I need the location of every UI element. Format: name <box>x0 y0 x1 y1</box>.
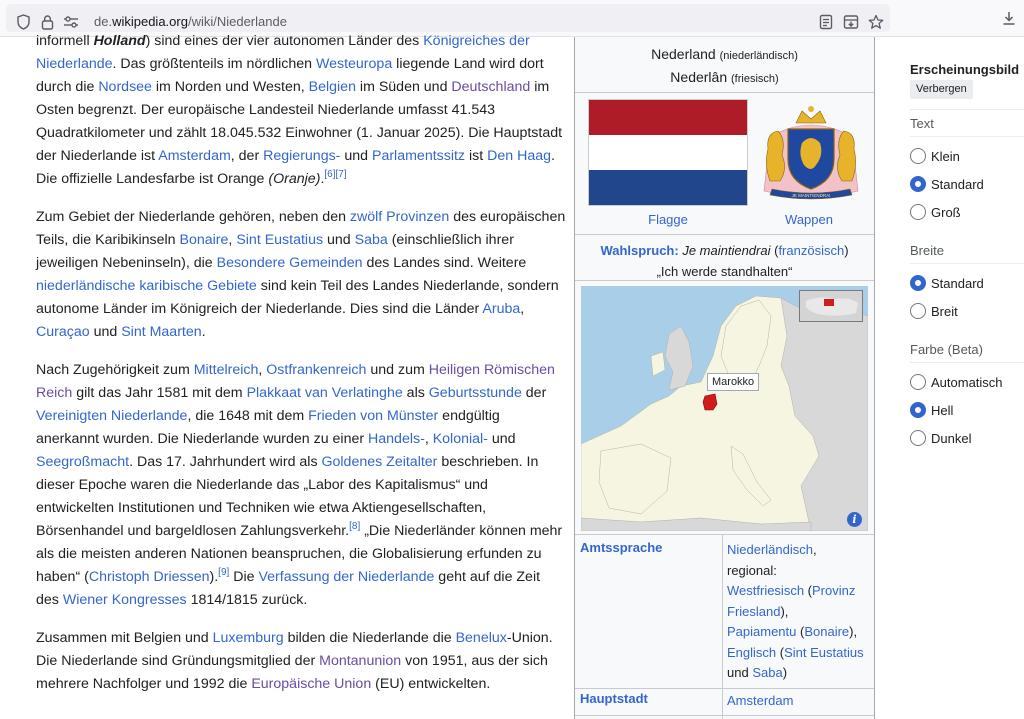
link-provinzen[interactable]: zwölf Provinzen <box>349 209 450 225</box>
link-seegrossmacht[interactable]: Seegroßmacht <box>36 454 130 470</box>
link-aruba[interactable]: Aruba <box>482 301 521 317</box>
text-run: . <box>201 324 206 340</box>
link-sint-eustatius[interactable]: Sint Eustatius <box>784 644 864 660</box>
link-papiamentu[interactable]: Papiamentu <box>727 624 797 639</box>
text-run: und <box>487 431 516 447</box>
link-plakkaat[interactable]: Plakkaat van Verlatinghe <box>246 385 403 401</box>
radio-width-breit[interactable] <box>910 303 1024 321</box>
url-prefix: de. <box>94 14 113 29</box>
footnote-6[interactable]: [6] <box>324 169 336 180</box>
flag-image[interactable] <box>588 99 748 206</box>
flag-stripe-red <box>589 100 747 135</box>
text-run: und zum <box>366 362 429 378</box>
text-run: . Die offizielle Landesfarbe ist Orange <box>36 148 555 187</box>
text-run: (EU) entwickelten. <box>371 676 491 692</box>
text-run: 1814/1815 zurück. <box>186 592 308 608</box>
link-vereinigte-niederlande[interactable]: Vereinigten Niederlande <box>36 408 188 424</box>
text-run: und <box>340 148 372 164</box>
link-goldenes-zeitalter[interactable]: Goldenes Zeitalter <box>321 454 438 470</box>
link-westeuropa[interactable]: Westeuropa <box>315 56 393 72</box>
text-run: , <box>813 542 817 557</box>
link-handelsmacht[interactable]: Handels- <box>368 431 425 447</box>
save-to-pocket-icon[interactable] <box>841 12 861 32</box>
text-run: ( <box>770 243 779 258</box>
link-amsterdam[interactable]: Amsterdam <box>727 693 794 708</box>
infobox <box>574 37 875 719</box>
paragraph-history <box>36 359 566 612</box>
link-bonaire[interactable]: Bonaire <box>804 624 850 639</box>
text-run: bilden die Niederlande die <box>283 630 456 646</box>
arms-scroll-text: JE MAINTIENDRAI <box>791 193 831 198</box>
text-run: ist <box>465 148 488 164</box>
hide-button[interactable]: Verbergen <box>910 80 973 99</box>
link-regierungssitz[interactable]: Regierungs- <box>263 148 341 164</box>
text-run: des europäischen Teils, die Karibikinseln <box>36 209 566 248</box>
radio-label: Groß <box>931 205 961 220</box>
link-sint-maarten[interactable]: Sint Maarten <box>121 324 202 340</box>
label-hauptstadt[interactable]: Hauptstadt <box>580 691 648 706</box>
footnote-ref <box>349 521 360 532</box>
link-montanunion[interactable]: Montanunion <box>319 653 402 669</box>
article-body <box>36 30 566 711</box>
radio-dot[interactable] <box>910 148 926 164</box>
radio-dot[interactable] <box>910 430 926 446</box>
footnote-8[interactable]: [8] <box>349 521 361 532</box>
link-benelux[interactable]: Benelux <box>455 630 507 646</box>
divider <box>575 688 874 689</box>
text-run: ) sind eines der vier autonomen Länder des <box>145 33 424 49</box>
color-heading: Farbe (Beta) <box>910 342 983 357</box>
radio-label: Dunkel <box>931 431 972 446</box>
download-icon[interactable] <box>999 8 1019 28</box>
text-run: , <box>520 301 525 317</box>
radio-text-standard[interactable] <box>910 176 1024 194</box>
text-run: ), <box>780 603 789 619</box>
text-run: ) <box>782 665 788 680</box>
text-size-heading: Text <box>910 116 934 131</box>
text-run: Nach Zugehörigkeit zum <box>36 362 194 378</box>
reader-view-icon[interactable] <box>816 12 836 32</box>
link-westfriesisch[interactable]: Westfriesisch <box>727 583 805 598</box>
value-amtssprache <box>727 540 872 684</box>
motto-translation: „Ich werde standhalten“ <box>656 264 793 279</box>
bookmark-star-icon[interactable] <box>866 12 886 32</box>
link-koenigreich[interactable]: Königreiches der Niederlande <box>36 33 530 72</box>
text-run: von 1951, aus der sich mehrere Nachfolger und 1992 die <box>36 653 548 692</box>
radio-text-gross[interactable] <box>910 204 1024 222</box>
text-run: des Landes sind. Weitere <box>362 255 527 271</box>
text-run: , <box>258 362 267 378</box>
radio-color-hell[interactable] <box>910 402 1024 420</box>
link-karibische-gebiete[interactable]: niederländische karibische Gebiete <box>36 278 257 294</box>
motto-text: Je maintiendrai <box>682 243 771 258</box>
radio-label: Standard <box>931 177 984 192</box>
link-englisch[interactable]: Englisch <box>727 644 777 660</box>
text-run: Zum Gebiet der Niederlande gehören, neben den <box>36 209 350 225</box>
text-run: geht auf die Zeit des <box>36 569 541 608</box>
radio-label: Standard <box>931 276 984 291</box>
footnote-ref <box>324 169 346 180</box>
text-run: und <box>323 232 355 248</box>
appearance-title: Erscheinungsbild <box>910 62 1020 77</box>
country-name-nl: Nederland <box>651 46 716 62</box>
link-parlamentssitz[interactable]: Parlamentssitz <box>371 148 466 164</box>
divider <box>575 280 874 281</box>
link-belgien[interactable]: Belgien <box>308 79 356 95</box>
lock-icon[interactable] <box>37 12 57 32</box>
paragraph-intro-continued <box>36 30 566 191</box>
footnote-ref <box>218 567 229 578</box>
flag-caption[interactable]: Flagge <box>648 212 688 227</box>
radio-dot[interactable] <box>910 275 926 291</box>
radio-dot[interactable] <box>910 176 926 192</box>
link-provinz-friesland[interactable]: Provinz Friesland <box>727 583 856 619</box>
url-text[interactable] <box>94 14 287 29</box>
text-oranje: (Oranje) <box>268 171 321 187</box>
label-amtssprache[interactable]: Amtssprache <box>580 540 663 555</box>
link-christoph-driessen[interactable]: Christoph Driessen <box>88 569 210 585</box>
text-run: der <box>521 385 547 401</box>
text-run: liegende Land wird dort durch die <box>36 56 544 95</box>
link-europaeische-union[interactable]: Europäische Union <box>251 676 372 692</box>
link-niederlaendisch[interactable]: Niederländisch <box>727 542 813 557</box>
divider <box>910 263 1024 264</box>
text-run: , <box>424 431 433 447</box>
link-saba[interactable]: Saba <box>354 232 388 248</box>
text-run: (einschließlich ihrer jeweiligen Nebeninseln), die <box>36 232 514 271</box>
flag-stripe-blue <box>589 170 747 205</box>
link-mittelreich[interactable]: Mittelreich <box>193 362 259 378</box>
text-run: . Das 17. Jahrhundert wird als <box>129 454 322 470</box>
text-run: und <box>89 324 122 340</box>
text-run: Die <box>229 569 259 585</box>
text-run: gilt das Jahr 1581 mit dem <box>72 385 247 401</box>
divider <box>575 715 874 716</box>
text-run: im Norden und Westen, <box>151 79 309 95</box>
link-kolonialmacht[interactable]: Kolonial- <box>432 431 488 447</box>
map-tooltip: Marokko <box>707 373 759 391</box>
text-run: ) <box>844 243 849 258</box>
text-run: ( <box>776 644 785 660</box>
link-besondere-gemeinden[interactable]: Besondere Gemeinden <box>216 255 363 271</box>
text-run: „Die Niederländer können mehr als die meisten anderen Nationen beanspruchen, die Globalisierung erfunden zu haben“ ( <box>36 523 563 585</box>
text-run: -Union. Die Niederlande sind Gründungsmitglied der <box>36 630 553 669</box>
link-bonaire[interactable]: Bonaire <box>179 232 229 248</box>
text-run: endgültig anerkannt wurden. Die Niederlande wurden zu einer <box>36 408 500 447</box>
text-run: regional: <box>727 562 777 578</box>
infobox-name-nl <box>575 46 874 62</box>
link-amsterdam[interactable]: Amsterdam <box>158 148 231 164</box>
radio-color-dunkel[interactable] <box>910 430 1024 448</box>
link-geburtsstunde[interactable]: Geburtsstunde <box>428 385 522 401</box>
text-run: . <box>320 171 325 187</box>
permissions-icon[interactable] <box>61 12 81 32</box>
radio-color-automatisch[interactable] <box>910 374 1024 392</box>
infobox-name-fy <box>575 69 874 85</box>
divider <box>910 109 1024 110</box>
radio-label: Automatisch <box>931 375 1003 390</box>
radio-dot[interactable] <box>910 303 926 319</box>
link-heiliges-roemisches-reich[interactable]: Heiligen Römischen Reich <box>36 362 555 401</box>
text-run: ( <box>796 624 805 639</box>
motto-line <box>575 240 874 261</box>
footnote-9[interactable]: [9] <box>218 567 230 578</box>
shield-icon[interactable] <box>13 12 33 32</box>
link-verfassung[interactable]: Verfassung der Niederlande <box>258 569 435 585</box>
link-frieden-von-muenster[interactable]: Frieden von Münster <box>308 408 439 424</box>
language-note-fy: (friesisch) <box>731 73 779 85</box>
text-run: im Süden und <box>355 79 452 95</box>
value-hauptstadt <box>727 691 872 712</box>
link-saba[interactable]: Saba <box>752 665 783 680</box>
link-deutschland[interactable]: Deutschland <box>451 79 531 95</box>
link-nordsee[interactable]: Nordsee <box>98 79 152 95</box>
text-run: Zusammen mit Belgien und <box>36 630 213 646</box>
divider <box>910 362 1024 363</box>
link-ostfrankenreich[interactable]: Ostfrankenreich <box>266 362 367 378</box>
link-sint-eustatius[interactable]: Sint Eustatius <box>236 232 324 248</box>
paragraph-territory <box>36 206 566 344</box>
text-run: ). <box>209 569 219 585</box>
motto-language-link[interactable]: französisch <box>778 243 845 258</box>
text-run: ), <box>849 624 858 639</box>
paragraph-benelux <box>36 627 566 696</box>
radio-dot[interactable] <box>910 374 926 390</box>
motto-label-link[interactable]: Wahlspruch: <box>600 243 679 258</box>
radio-label: Hell <box>931 403 954 418</box>
text-run: informell <box>36 33 94 49</box>
radio-width-standard[interactable] <box>910 275 1024 293</box>
radio-dot[interactable] <box>910 204 926 220</box>
flag-stripe-white <box>589 135 747 170</box>
divider <box>910 136 1024 137</box>
coat-of-arms-image[interactable] <box>758 99 864 205</box>
radio-dot[interactable] <box>910 402 926 418</box>
radio-text-klein[interactable] <box>910 148 1024 166</box>
text-run: , der <box>230 148 264 164</box>
locator-map[interactable] <box>581 286 868 531</box>
text-run: ( <box>804 583 813 598</box>
radio-label: Klein <box>931 149 960 164</box>
motto-block <box>575 240 874 282</box>
locator-map-inset <box>799 290 863 322</box>
arms-caption[interactable]: Wappen <box>785 212 833 227</box>
radio-label: Breit <box>931 304 958 319</box>
url-path: /wiki/Niederlande <box>187 14 287 29</box>
text-run: , die 1648 mit dem <box>187 408 309 424</box>
divider <box>575 234 874 235</box>
text-run: im Osten begrenzt. Der europäische Landesteil Niederlande umfasst 41.543 Quadratkilometer und zählt 18.045.532 Einwohner (1. Januar 2025). Die Hauptstadt der Niederlande ist <box>36 79 563 164</box>
text-run: . Das größtenteils im nördlichen <box>112 56 316 72</box>
text-run: beschrieben. In dieser Epoche waren die Niederlande das „Labor des Kapitalismus“ und entwickelten Institutionen und Techniken wie etwa Aktiengesellschaften, Börsenhandel und bargeldlosen Zahlungsverkehr. <box>36 454 539 539</box>
divider <box>575 92 874 93</box>
link-curacao[interactable]: Curaçao <box>36 324 90 340</box>
text-run: sind kein Teil des Landes Niederlande, sondern autonome Länder im Königreich der Niederlande. Dies sind die Länder <box>36 278 559 317</box>
footnote-7[interactable]: [7] <box>335 169 347 180</box>
url-bar[interactable] <box>6 4 890 32</box>
info-icon[interactable]: i <box>847 512 862 527</box>
link-luxemburg[interactable]: Luxemburg <box>212 630 284 646</box>
column-divider <box>722 534 723 719</box>
link-wiener-kongress[interactable]: Wiener Kongresses <box>62 592 187 608</box>
link-den-haag[interactable]: Den Haag <box>487 148 551 164</box>
language-note-nl: (niederländisch) <box>719 50 798 62</box>
divider <box>575 534 874 535</box>
text-holland: Holland <box>93 33 146 49</box>
url-host: wikipedia.org <box>112 14 188 29</box>
text-run: und <box>727 665 753 680</box>
text-run: , <box>228 232 237 248</box>
text-run: als <box>402 385 429 401</box>
width-heading: Breite <box>910 243 944 258</box>
country-name-fy: Nederlân <box>670 69 728 85</box>
